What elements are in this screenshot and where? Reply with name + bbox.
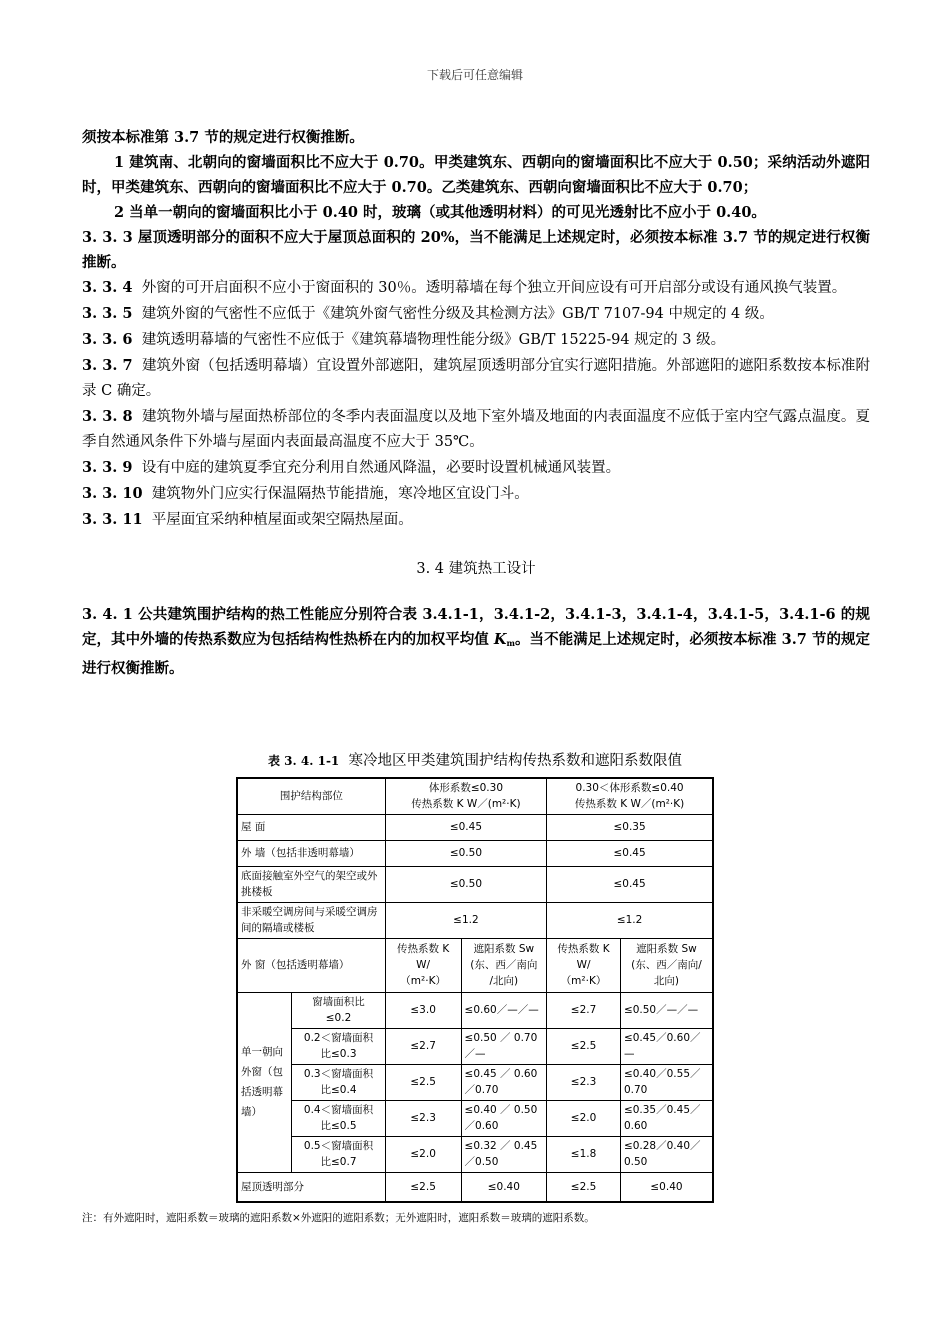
clause-3-3-9 (82, 455, 870, 481)
section-heading: 3. 4 建筑热工设计 (416, 561, 536, 577)
limits-table (236, 777, 714, 1203)
paragraph: 2 当单一朝向的窗墙面积比小于 0.40 时，玻璃（或其他透明材料）的可见光透射比不应小于 0.40。 (114, 204, 766, 221)
table-cell: ≤0.35／0.45／0.60 (620, 1100, 713, 1136)
table-cell: ≤0.35 (547, 814, 713, 840)
table-number: 表 3. 4. 1-1 (268, 754, 340, 768)
clause-3-3-10 (82, 481, 870, 507)
table-row (237, 866, 713, 902)
table-cell: ≤2.7 (385, 1028, 461, 1064)
table-cell: ≤2.0 (385, 1136, 461, 1172)
clause-number: 3. 3. 4 (82, 279, 133, 296)
clause-3-3-8 (82, 404, 870, 455)
clause-3-3-5 (82, 301, 870, 327)
paragraph: 须按本标准第 3.7 节的规定进行权衡推断。 (82, 129, 364, 146)
clause-text: 。当不能满足上述规定时，必须按本标准 3.7 节的规定进行权衡推断。 (82, 631, 871, 677)
paragraph: 1 建筑南、北朝向的窗墙面积比不应大于 0.70。甲类建筑东、西朝向的窗墙面积比不应大于 0.50；采纳活动外遮阳时，甲类建筑东、西朝向的窗墙面积比不应大于 0.70。乙类建筑东、西朝向窗墙面积比不应大于 0.70； (82, 154, 870, 196)
clause-text: 建筑物外门应实行保温隔热节能措施，寒冷地区宜设门斗。 (151, 486, 529, 502)
clause-3-3-3: 3. 3. 3 屋顶透明部分的面积不应大于屋顶总面积的 20%，当不能满足上述规定时，必须按本标准 3.7 节的规定进行权衡推断。 (82, 229, 870, 271)
table-cell: ≤0.50／—／— (620, 992, 713, 1028)
clause-3-4-1 (82, 602, 870, 681)
table-title: 寒冷地区甲类建筑围护结构传热系数和遮阳系数限值 (348, 753, 682, 769)
page-header: 下载后可任意编辑 (426, 68, 523, 82)
k-symbol: K (493, 631, 507, 648)
table-cell: ≤0.45 (547, 866, 713, 902)
table-cell: ≤0.45 (385, 814, 546, 840)
table-header-row (237, 778, 713, 814)
clause-number: 3. 3. 9 (82, 459, 133, 476)
header-cell: 传热系数 K W/ （m²·K） (385, 938, 461, 992)
body-text (82, 125, 870, 681)
clause-text: 设有中庭的建筑夏季宜充分利用自然通风降温，必要时设置机械通风装置。 (141, 460, 621, 476)
row-label: 0.2＜窗墙面积 比≤0.3 (292, 1028, 385, 1064)
table-cell: ≤0.40 ／ 0.50／0.60 (461, 1100, 547, 1136)
table-cell: ≤2.3 (385, 1100, 461, 1136)
table-cell: ≤2.5 (385, 1064, 461, 1100)
header-cell: 遮阳系数 Sw (东、西／南向 /北向) (461, 938, 547, 992)
table-cell: ≤0.45／0.60／— (620, 1028, 713, 1064)
table-cell: ≤0.45 ／ 0.60／0.70 (461, 1064, 547, 1100)
table-caption (0, 749, 950, 770)
table-row (237, 1172, 713, 1202)
row-label: 0.5＜窗墙面积 比≤0.7 (292, 1136, 385, 1172)
table-row (237, 814, 713, 840)
table-subheader-row (237, 938, 713, 992)
table-cell: ≤2.5 (547, 1172, 621, 1202)
row-label: 0.3＜窗墙面积 比≤0.4 (292, 1064, 385, 1100)
table-cell: ≤0.50 ／ 0.70／— (461, 1028, 547, 1064)
clause-text: 外窗的可开启面积不应小于窗面积的 30％。透明幕墙在每个独立开间应设有可开启部分或设有通风换气装置。 (141, 280, 847, 296)
clause-3-3-7 (82, 353, 870, 404)
row-label: 外 窗（包括透明幕墙） (237, 938, 385, 992)
table-cell: ≤0.50 (385, 840, 546, 866)
k-subscript: m (506, 638, 515, 648)
table-cell: ≤1.8 (547, 1136, 621, 1172)
row-label: 外 墙（包括非透明幕墙） (237, 840, 385, 866)
header-cell: 围护结构部位 (237, 778, 385, 814)
table-cell: ≤0.32 ／ 0.45／0.50 (461, 1136, 547, 1172)
table-cell: ≤1.2 (385, 902, 546, 938)
clause-3-3-4 (82, 275, 870, 301)
header-cell: 遮阳系数 Sw (东、西／南向/ 北向) (620, 938, 713, 992)
clause-3-3-6 (82, 327, 870, 353)
row-label: 0.4＜窗墙面积 比≤0.5 (292, 1100, 385, 1136)
table-row (237, 992, 713, 1028)
group-label: 单一朝向外窗（包括透明幕墙） (237, 992, 292, 1172)
clause-number: 3. 3. 6 (82, 331, 133, 348)
clause-number: 3. 3. 8 (82, 408, 133, 425)
clause-number: 3. 3. 10 (82, 485, 143, 502)
clause-3-3-11 (82, 507, 870, 533)
table-cell: ≤2.7 (547, 992, 621, 1028)
row-label: 窗墙面积比 ≤0.2 (292, 992, 385, 1028)
table-row (237, 1100, 713, 1136)
clause-text: 建筑外窗的气密性不应低于《建筑外窗气密性分级及其检测方法》GB/T 7107-94 中规定的 4 级。 (141, 306, 774, 322)
header-cell: 传热系数 K W/ （m²·K） (547, 938, 621, 992)
clause-text: 建筑透明幕墙的气密性不应低于《建筑幕墙物理性能分级》GB/T 15225-94 规定的 3 级。 (141, 332, 726, 348)
table-cell: ≤0.40 (461, 1172, 547, 1202)
row-label: 底面接触室外空气的架空或外挑楼板 (237, 866, 385, 902)
row-label: 屋 面 (237, 814, 385, 840)
table-cell: ≤0.60／—／— (461, 992, 547, 1028)
clause-text: 建筑外窗（包括透明幕墙）宜设置外部遮阳，建筑屋顶透明部分宜实行遮阳措施。外部遮阳的遮阳系数按本标准附录 C 确定。 (82, 358, 870, 399)
table-row (237, 1064, 713, 1100)
table-cell: ≤0.40 (620, 1172, 713, 1202)
table-cell: ≤2.5 (385, 1172, 461, 1202)
clause-number: 3. 3. 5 (82, 305, 133, 322)
clause-text: 建筑物外墙与屋面热桥部位的冬季内表面温度以及地下室外墙及地面的内表面温度不应低于室内空气露点温度。夏季自然通风条件下外墙与屋面内表面最高温度不应大于 35℃。 (82, 409, 870, 450)
table-cell: ≤0.40／0.55／0.70 (620, 1064, 713, 1100)
row-label: 屋顶透明部分 (237, 1172, 385, 1202)
clause-text: 平屋面宜采纳种植屋面或架空隔热屋面。 (151, 512, 413, 528)
table-note: 注：有外遮阳时，遮阳系数＝玻璃的遮阳系数×外遮阳的遮阳系数；无外遮阳时，遮阳系数＝玻璃的遮阳系数。 (82, 1212, 595, 1224)
table-cell: ≤0.28／0.40／0.50 (620, 1136, 713, 1172)
row-label: 非采暖空调房间与采暖空调房间的隔墙或楼板 (237, 902, 385, 938)
table-cell: ≤3.0 (385, 992, 461, 1028)
table-cell: ≤2.5 (547, 1028, 621, 1064)
table-row (237, 902, 713, 938)
table-row (237, 840, 713, 866)
header-cell: 体形系数≤0.30 传热系数 K W／(m²·K) (385, 778, 546, 814)
table-row (237, 1136, 713, 1172)
table-cell: ≤0.50 (385, 866, 546, 902)
clause-number: 3. 3. 11 (82, 511, 143, 528)
header-cell: 0.30＜体形系数≤0.40 传热系数 K W／(m²·K) (547, 778, 713, 814)
table-row (237, 1028, 713, 1064)
table-cell: ≤0.45 (547, 840, 713, 866)
clause-number: 3. 3. 7 (82, 357, 133, 374)
clause-text: 3. 4. 1 公共建筑围护结构的热工性能应分别符合表 3.4.1-1，3.4.1-2，3.4.1-3，3.4.1-4，3.4.1-5，3.4.1-6 的规定，其中外墙的传热系数应为包括结构性热桥在内的加权平均值 (82, 606, 870, 648)
table-cell: ≤1.2 (547, 902, 713, 938)
table-cell: ≤2.0 (547, 1100, 621, 1136)
table-cell: ≤2.3 (547, 1064, 621, 1100)
